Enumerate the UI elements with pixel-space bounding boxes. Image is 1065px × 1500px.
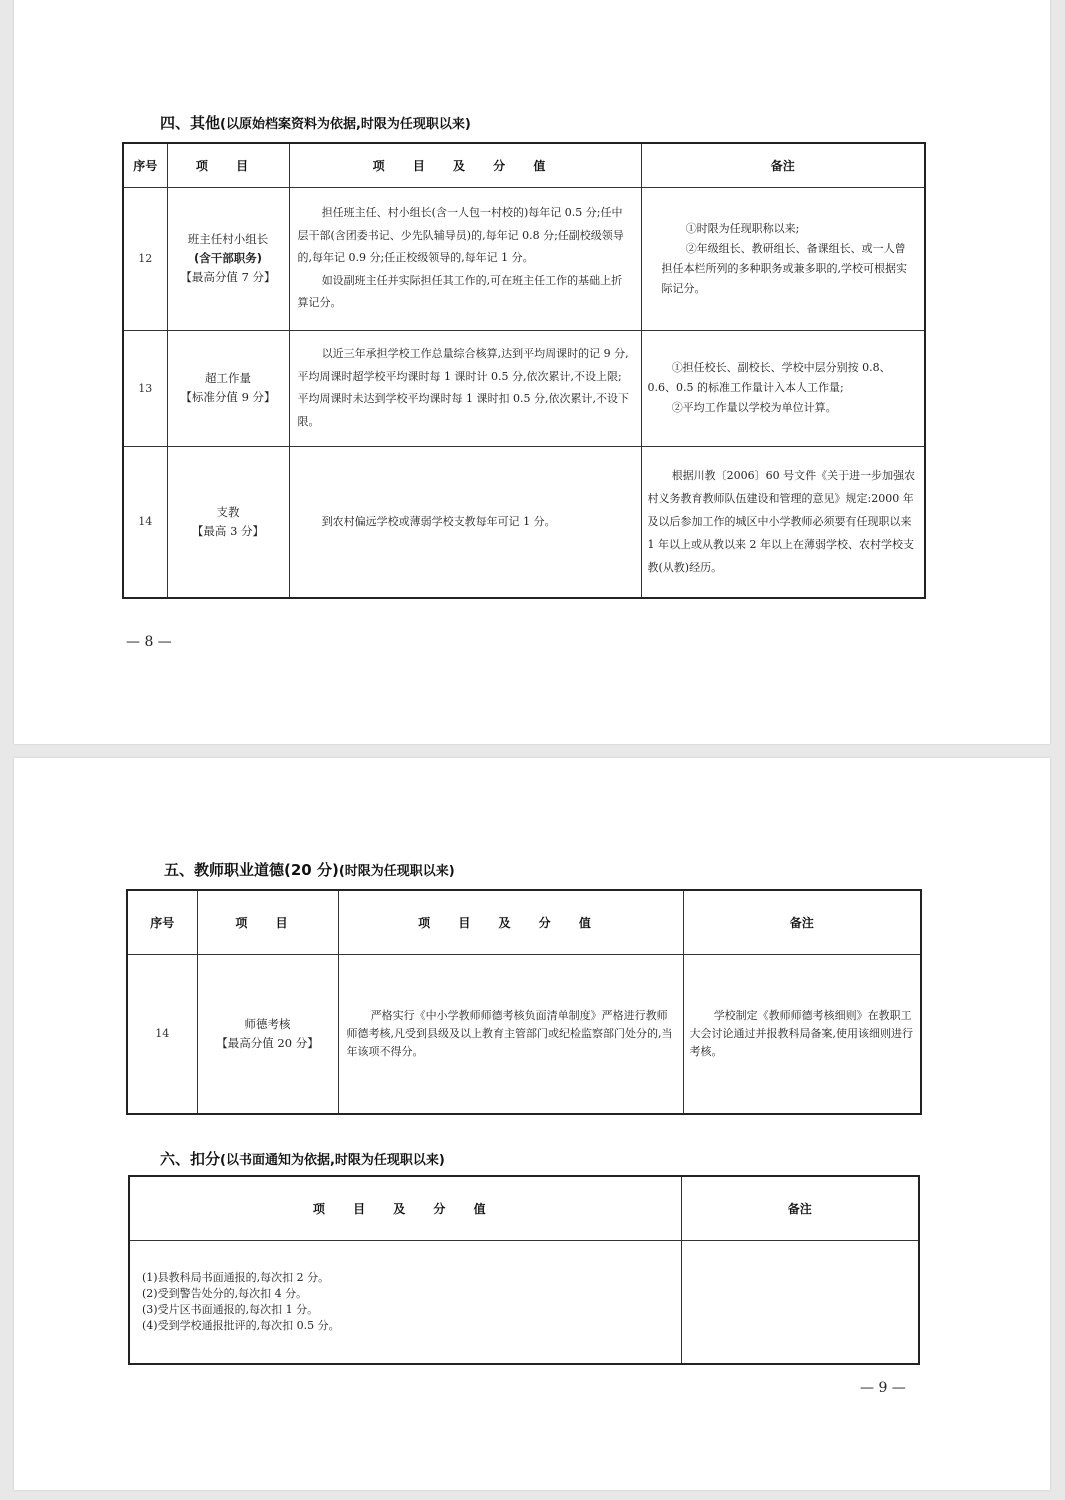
row-index: 12 [123,187,167,330]
row-score-text: 严格实行《中小学教师师德考核负面清单制度》严格进行教师师德考核,凡受到县级及以上教育主管部门或纪检监察部门处分的,当年该项不得分。 [338,954,683,1114]
table-row [123,446,925,598]
header-remarks: 备注 [641,143,925,187]
row-index: 14 [127,954,197,1114]
table-row [129,1240,919,1364]
table-row [123,187,925,330]
other-items-table [122,142,926,599]
row-score-text: 到农村偏远学校或薄弱学校支教每年可记 1 分。 [289,446,641,598]
row-remarks: ①担任校长、副校长、学校中层分别按 0.8、0.6、0.5 的标准工作量计入本人工作量; ②平均工作量以学校为单位计算。 [641,330,925,446]
row-score-text: 担任班主任、村小组长(含一人包一村校的)每年记 0.5 分;任中层干部(含团委书记、少先队辅导员)的,每年记 0.8 分;任副校级领导的,每年记 0.9 分;任正校级领导的,每年记 1 分。 如设副班主任并实际担任其工作的,可在班主任工作的基础上折算记分。 [289,187,641,330]
header-item: 项 目 [197,890,338,954]
page-number: — 9 — [860,1380,906,1396]
row-item: 支教 【最高 3 分】 [167,446,289,598]
row-remarks: 学校制定《教师师德考核细则》在教职工大会讨论通过并报教科局备案,使用该细则进行考核。 [683,954,921,1114]
table-header-row [129,1176,919,1240]
header-remarks: 备注 [683,890,921,954]
deduction-list [129,1240,681,1364]
ethics-table [126,889,922,1115]
section-note: (以书面通知为依据,时限为任现职以来) [220,1153,445,1168]
row-index: 13 [123,330,167,446]
row-remarks: 根据川教〔2006〕60 号文件《关于进一步加强农村义务教育教师队伍建设和管理的意见》规定:2000 年及以后参加工作的城区中小学教师必须要有任现职以来 1 年以上或从教以来 2 年以上在薄弱学校、农村学校支教(从教)经历。 [641,446,925,598]
row-index: 14 [123,446,167,598]
section-title-other: 四、其他(以原始档案资料为依据,时限为任现职以来) [160,114,471,132]
header-item-score: 项 目 及 分 值 [289,143,641,187]
section-title-ethics: 五、教师职业道德(20 分)(时限为任现职以来) [164,861,455,879]
table-header-row [123,143,925,187]
header-item-score: 项 目 及 分 值 [129,1176,681,1240]
header-item: 项 目 [167,143,289,187]
list-item: (2)受到警告处分的,每次扣 4 分。 [142,1286,308,1300]
header-item-score: 项 目 及 分 值 [338,890,683,954]
row-item: 师德考核 【最高分值 20 分】 [197,954,338,1114]
table-row [123,330,925,446]
list-item: (3)受片区书面通报的,每次扣 1 分。 [142,1302,319,1316]
section-note: (以原始档案资料为依据,时限为任现职以来) [220,117,471,132]
page-number: — 8 — [126,634,172,650]
list-item: (4)受到学校通报批评的,每次扣 0.5 分。 [142,1318,340,1332]
table-row [127,954,921,1114]
row-item: 班主任村小组长 (含干部职务) 【最高分值 7 分】 [167,187,289,330]
document-page-8 [14,0,1050,744]
document-page-9 [14,758,1050,1490]
row-remarks-empty [681,1240,919,1364]
table-header-row [127,890,921,954]
row-score-text: 以近三年承担学校工作总量综合核算,达到平均周课时的记 9 分,平均周课时超学校平均课时每 1 课时计 0.5 分,依次累计,不设上限;平均周课时未达到学校平均课时每 1 课时扣 0.5 分,依次累计,不设下限。 [289,330,641,446]
list-item: (1)县教科局书面通报的,每次扣 2 分。 [142,1270,330,1284]
header-index: 序号 [123,143,167,187]
header-index: 序号 [127,890,197,954]
row-item: 超工作量 【标准分值 9 分】 [167,330,289,446]
row-remarks: ①时限为任现职称以来; ②年级组长、教研组长、备课组长、或一人曾担任本栏所列的多种职务或兼多职的,学校可根据实际记分。 [641,187,925,330]
deductions-table [128,1175,920,1365]
section-note: (时限为任现职以来) [338,864,455,879]
header-remarks: 备注 [681,1176,919,1240]
section-title-deductions: 六、扣分(以书面通知为依据,时限为任现职以来) [160,1150,445,1168]
